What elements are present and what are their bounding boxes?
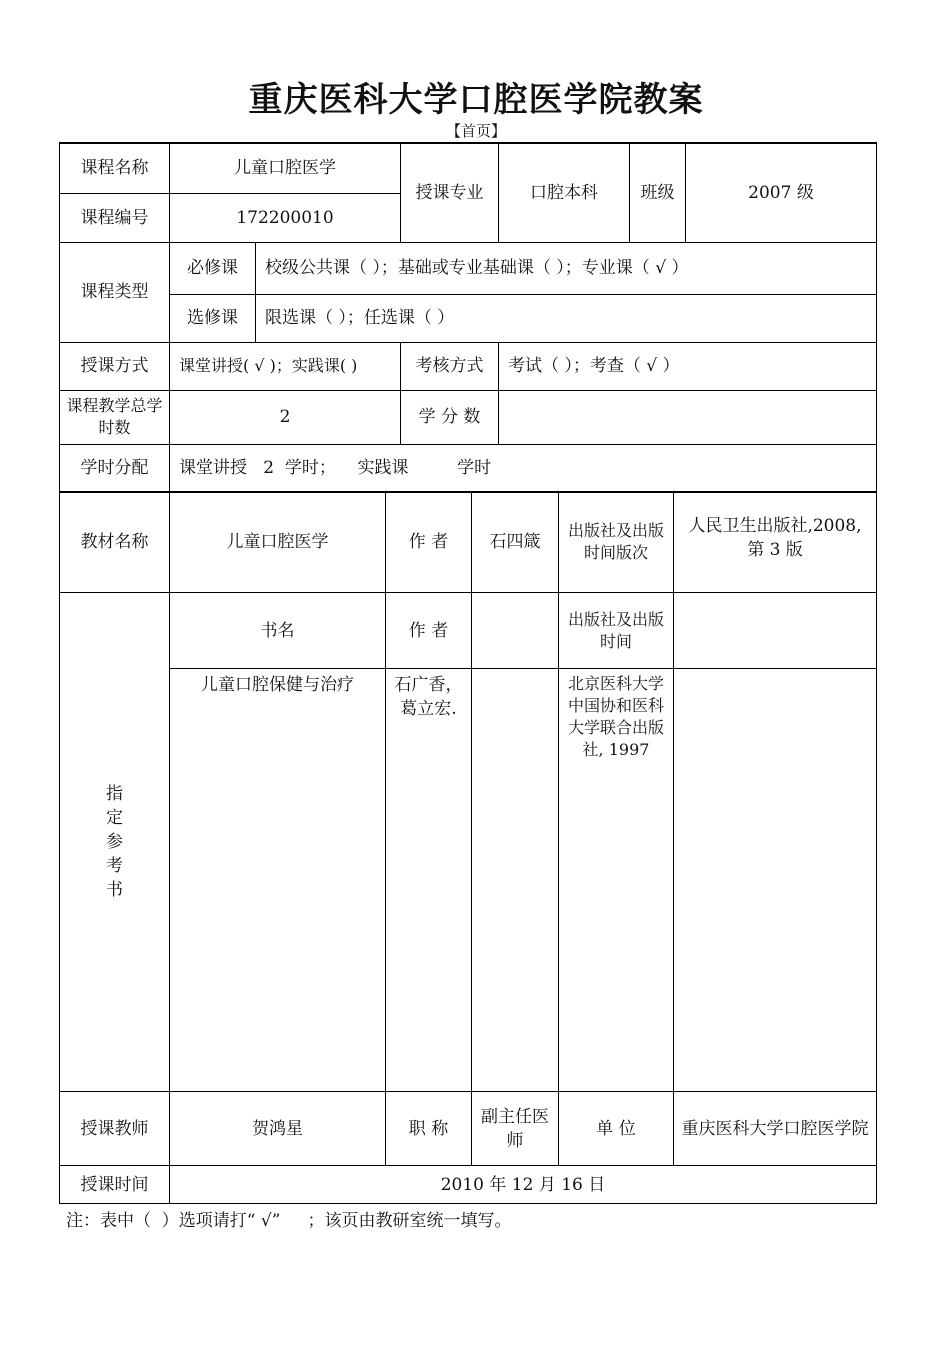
textbook-name: 儿童口腔医学 [170,492,386,593]
textbook-author-label: 作 者 [386,492,472,593]
teacher-unit-label: 单 位 [559,1092,674,1166]
ref-empty-header [472,593,559,669]
ref-empty-cell-2 [674,669,877,1092]
required-label: 必修课 [170,242,256,294]
teacher-title-label: 职 称 [386,1092,472,1166]
references-label-text: 指定参考书 [106,784,123,900]
assess-value: 考试（ ）；考查（ √ ） [499,342,877,390]
course-name-value: 儿童口腔医学 [170,143,401,193]
teacher-name: 贺鸿星 [170,1092,386,1166]
class-value: 2007 级 [686,143,877,242]
textbook-publisher-label: 出版社及出版时间版次 [559,492,674,593]
ref-publisher-header: 出版社及出版时间 [559,593,674,669]
elective-value: 限选课（ ）；任选课（ ） [256,294,877,342]
textbook-author: 石四箴 [472,492,559,593]
ref-publisher: 北京医科大学中国协和医科大学联合出版社, 1997 [559,669,674,1092]
time-value: 2010 年 12 月 16 日 [170,1166,877,1204]
class-label: 班级 [630,143,686,242]
ref-author-header: 作 者 [386,593,472,669]
textbook-publisher: 人民卫生出版社,2008, 第 3 版 [674,492,877,593]
references-label [60,593,170,1092]
method-label: 授课方式 [60,342,170,390]
course-code-value: 172200010 [170,193,401,242]
course-name-label: 课程名称 [60,143,170,193]
time-label: 授课时间 [60,1166,170,1204]
elective-label: 选修课 [170,294,256,342]
major-value: 口腔本科 [499,143,630,242]
alloc-value: 课堂讲授 2 学时； 实践课 学时 [170,444,877,492]
ref-empty-header-2 [674,593,877,669]
ref-author: 石广香，葛立宏. [386,669,472,1092]
teacher-unit: 重庆医科大学口腔医学院 [674,1092,877,1166]
credits-value [499,390,877,444]
page-subtitle: 【首页】 [445,122,506,140]
course-code-label: 课程编号 [60,193,170,242]
alloc-label: 学时分配 [60,444,170,492]
major-label: 授课专业 [401,143,499,242]
page-title: 重庆医科大学口腔医学院教案 [248,80,704,120]
textbook-label: 教材名称 [60,492,170,593]
course-info-table [59,142,877,493]
ref-book: 儿童口腔保健与治疗 [170,669,386,1092]
ref-empty-cell [472,669,559,1092]
ref-book-header: 书名 [170,593,386,669]
assess-label: 考核方式 [401,342,499,390]
method-value: 课堂讲授( √ )；实践课( ) [170,342,401,390]
course-type-label: 课程类型 [60,242,170,342]
textbook-table [59,491,877,1204]
total-hours-value: 2 [170,390,401,444]
total-hours-label: 课程教学总学时数 [60,390,170,444]
teacher-title: 副主任医师 [472,1092,559,1166]
required-value: 校级公共课（ ）；基础或专业基础课（ ）；专业课（ √ ） [256,242,877,294]
teacher-label: 授课教师 [60,1092,170,1166]
footnote: 注：表中（ ）选项请打“ √” ；该页由教研室统一填写。 [66,1211,512,1231]
credits-label: 学 分 数 [401,390,499,444]
